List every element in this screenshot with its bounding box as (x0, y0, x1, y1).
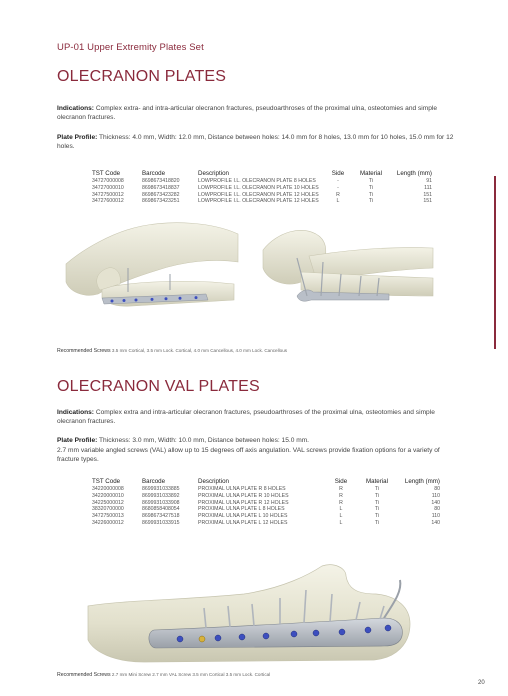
cell-length: 140 (431, 519, 440, 526)
cell-length: 110 (431, 513, 440, 520)
table-row (92, 192, 432, 199)
indications-label: Indications: (57, 409, 94, 416)
table-row (92, 520, 440, 527)
recommended-screws-label: Recommended Screws (57, 348, 111, 354)
spec-table-olecranon (92, 170, 432, 205)
col-header: Side (334, 478, 348, 485)
col-header: Material (365, 478, 388, 485)
col-header: Barcode (142, 478, 166, 485)
recommended-screws-olecranon (57, 348, 287, 354)
cell-barcode: 8698673418820 (142, 178, 180, 184)
cell-description: PROXIMAL ULNA PLATE L 12 HOLES (198, 519, 288, 526)
section-title-olecranon-plates: OLECRANON PLATES (57, 68, 227, 85)
proximal-ulna-plate-illustration (84, 560, 414, 668)
cell-length: 111 (424, 184, 432, 191)
plate-profile-text: Thickness: 3.0 mm, Width: 10.0 mm, Distance between holes: 15.0 mm. (99, 437, 310, 444)
section-title-olecranon-val-plates: OLECRANON VAL PLATES (57, 378, 260, 395)
cell-side: R (339, 499, 343, 506)
col-header: Material (359, 170, 382, 177)
cell-tst-code: 34727600012 (92, 198, 124, 205)
cell-description: PROXIMAL ULNA PLATE R 12 HOLES (198, 499, 289, 506)
col-header: TST Code (92, 170, 121, 177)
cell-description: PROXIMAL ULNA PLATE L 10 HOLES (198, 513, 288, 520)
cell-tst-code: 38320700000 (92, 506, 124, 513)
elbow-plate-illustration-right (257, 210, 435, 322)
table-row (92, 493, 440, 500)
cell-barcode: 8698673423282 (142, 191, 180, 198)
table-row (92, 486, 440, 493)
table-header-row (92, 170, 432, 178)
cell-length: 110 (431, 492, 440, 499)
cell-barcode: 8698673427518 (142, 513, 180, 520)
cell-description: PROXIMAL ULNA PLATE L 8 HOLES (198, 506, 285, 513)
indications-paragraph (57, 104, 457, 122)
cell-side: L (339, 519, 343, 526)
indications-text: Complex extra and intra-articular olecranon fractures, pseudoarthroses of the proximal ulna, osteotomies and simple olecranon fractures. (57, 409, 435, 426)
recommended-screws-text: 3.5 mm Cortical, 3.5 mm Lock. Cortical, 4.0 mm Cancellous, 4.0 mm Lock. Cancellous (111, 348, 288, 353)
cell-side: R (339, 492, 343, 499)
cell-barcode: 8680858408054 (142, 506, 180, 513)
col-header: Length (mm) (404, 478, 440, 485)
cell-material: Ti (368, 184, 374, 191)
cell-side: R (336, 191, 340, 198)
cell-barcode: 8698673418837 (142, 184, 180, 191)
cell-tst-code: 34727000008 (92, 178, 124, 184)
cell-side: R (339, 486, 343, 492)
cell-description: LOWPROFILE I.L. OLECRANON PLATE 8 HOLES (198, 178, 316, 184)
plate-profile-label: Plate Profile: (57, 134, 98, 141)
cell-barcode: 8699931033885 (142, 486, 180, 492)
col-header: Description (198, 170, 229, 177)
cell-tst-code: 34220000010 (92, 492, 124, 499)
cell-barcode: 8699931033908 (142, 499, 180, 506)
cell-material: Ti (368, 178, 374, 184)
cell-length: 91 (426, 178, 432, 184)
cell-material: Ti (374, 513, 380, 520)
spec-table-olecranon-val (92, 478, 440, 527)
cell-material: Ti (368, 198, 374, 205)
cell-description: LOWPROFILE I.L. OLECRANON PLATE 12 HOLES (198, 198, 319, 205)
recommended-screws-val (57, 672, 270, 678)
table-header-row (92, 478, 440, 486)
cell-length: 80 (434, 486, 440, 492)
table-row (92, 185, 432, 192)
indications-paragraph (57, 408, 457, 426)
cell-length: 151 (423, 198, 432, 205)
cell-material: Ti (374, 506, 380, 513)
cell-description: LOWPROFILE I.L. OLECRANON PLATE 10 HOLES (198, 184, 319, 191)
side-accent-bar (494, 176, 496, 349)
cell-material: Ti (374, 519, 380, 526)
cell-side: - (337, 178, 339, 184)
col-header: TST Code (92, 478, 121, 485)
cell-tst-code: 34226000012 (92, 519, 124, 526)
cell-material: Ti (374, 486, 380, 492)
cell-length: 151 (423, 191, 432, 198)
recommended-screws-text: 2.7 mm Mini Screw 2.7 mm VAL Screw 3.5 mm Cortical 3.5 mm Lock. Cortical (111, 672, 271, 677)
indications-label: Indications: (57, 105, 94, 112)
cell-barcode: 8698673423251 (142, 198, 180, 205)
cell-description: PROXIMAL ULNA PLATE R 8 HOLES (198, 486, 286, 492)
cell-side: L (339, 513, 343, 520)
table-row (92, 506, 440, 513)
cell-material: Ti (368, 191, 374, 198)
table-row (92, 178, 432, 185)
cell-barcode: 8699931033915 (142, 519, 180, 526)
cell-side: - (337, 184, 339, 191)
cell-side: L (339, 506, 343, 513)
elbow-plate-illustration-left (62, 212, 240, 330)
plate-profile-label: Plate Profile: (57, 437, 98, 444)
col-header: Description (198, 478, 229, 485)
cell-material: Ti (374, 499, 380, 506)
cell-tst-code: 34727000010 (92, 184, 124, 191)
col-header: Barcode (142, 170, 166, 177)
cell-material: Ti (374, 492, 380, 499)
set-title: UP-01 Upper Extremity Plates Set (57, 42, 204, 53)
col-header: Side (331, 170, 345, 177)
plate-profile-paragraph (57, 133, 457, 151)
recommended-screws-label: Recommended Screws (57, 672, 111, 678)
cell-tst-code: 34225000012 (92, 499, 124, 506)
cell-length: 80 (434, 506, 440, 513)
plate-profile-paragraph (57, 436, 457, 445)
table-row (92, 500, 440, 507)
cell-length: 140 (431, 499, 440, 506)
table-row (92, 198, 432, 205)
cell-description: PROXIMAL ULNA PLATE R 10 HOLES (198, 492, 289, 499)
cell-tst-code: 34727500013 (92, 513, 124, 520)
val-screws-paragraph: 2.7 mm variable angled screws (VAL) allow up to 15 degrees off axis angulation. VAL screws provide fixation options for a variety of fracture types. (57, 447, 440, 464)
cell-barcode: 8699931033892 (142, 492, 180, 499)
plate-profile-text: Thickness: 4.0 mm, Width: 12.0 mm, Distance between holes: 14.0 mm for 8 holes, 13.0 mm for 10 holes, 15.0 mm for 12 holes. (57, 134, 454, 151)
cell-tst-code: 34220000008 (92, 486, 124, 492)
indications-text: Complex extra- and intra-articular olecranon fractures, pseudoarthroses of the proximal ulna, osteotomies and simple olecranon fractures. (57, 105, 438, 122)
cell-description: LOWPROFILE I.L. OLECRANON PLATE 12 HOLES (198, 191, 319, 198)
cell-tst-code: 34727500012 (92, 191, 124, 198)
table-row (92, 513, 440, 520)
cell-side: L (336, 198, 340, 205)
page-number: 20 (478, 680, 485, 686)
col-header: Length (mm) (396, 170, 432, 177)
